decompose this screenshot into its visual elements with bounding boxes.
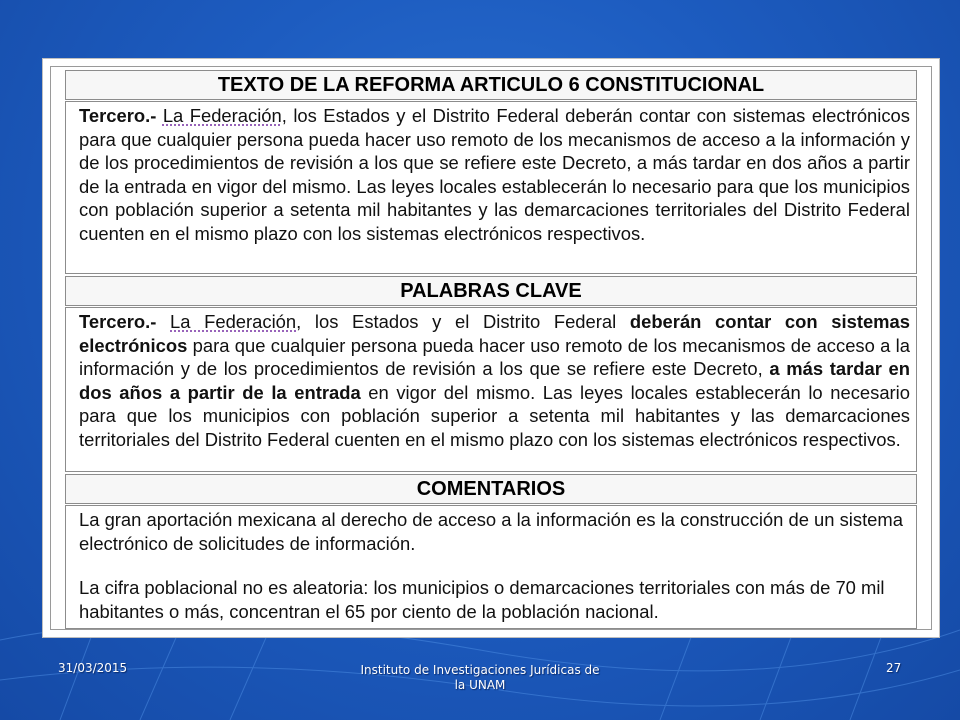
section-title-comentarios: COMENTARIOS	[65, 474, 917, 504]
document-image	[42, 58, 940, 638]
document-frame	[50, 66, 932, 630]
section-body-reforma	[65, 101, 917, 274]
body-text: para que cualquier persona pueda hacer uso remoto de los mecanismos de acceso a la información y de los procedimientos de revisión a los que se refiere este Decreto,	[79, 334, 910, 380]
section-body-comentarios	[65, 505, 917, 629]
body-text: en vigor del mismo. Las leyes locales establecerán lo necesario para que los municipios con población superior a setenta mil habitantes y las demarcaciones territoriales del Distrito Federal cuenten en el mismo plazo con los sistemas electrónicos respectivos.	[79, 381, 910, 450]
keyword-highlight: deberán contar con sistemas electrónicos	[79, 311, 910, 356]
section-title-palabras-clave: PALABRAS CLAVE	[65, 276, 917, 306]
section-body-palabras-clave	[65, 307, 917, 472]
lead-label: Tercero.-	[79, 105, 157, 126]
footer-institution	[330, 663, 630, 693]
federacion-text: La Federación	[162, 105, 282, 126]
keyword-highlight: a más tardar en dos años a partir de la entrada	[79, 358, 910, 403]
footer-institution-line: Instituto de Investigaciones Jurídicas de	[360, 663, 600, 677]
comment-paragraph: La cifra poblacional no es aleatoria: los municipios o demarcaciones territoriales con más de 70 mil habitantes o más, concentran el 65 por ciento de la población nacional.	[79, 577, 885, 622]
footer-institution-line: la UNAM	[454, 678, 506, 692]
footer-date: 31/03/2015	[58, 661, 128, 675]
comment-paragraph: La gran aportación mexicana al derecho de acceso a la información es la construcción de un sistema electrónico de solicitudes de información.	[79, 509, 903, 554]
federacion-text: La Federación	[170, 311, 297, 332]
body-text: , los Estados y el Distrito Federal	[296, 311, 630, 332]
section-title-reforma: TEXTO DE LA REFORMA ARTICULO 6 CONSTITUCIONAL	[65, 70, 917, 100]
lead-label: Tercero.-	[79, 311, 157, 332]
body-text: , los Estados y el Distrito Federal deberán contar con sistemas electrónicos para que cualquier persona pueda hacer uso remoto de los mecanismos de acceso a la información y de los procedimientos de revisión a los que se refiere este Decreto, a más tardar en dos años a partir de la entrada en vigor del mismo. Las leyes locales establecerán lo necesario para que los municipios con población superior a setenta mil habitantes y las demarcaciones territoriales del Distrito Federal cuenten en el mismo plazo con los sistemas electrónicos respectivos.	[79, 105, 910, 244]
footer-page-number: 27	[886, 661, 902, 675]
